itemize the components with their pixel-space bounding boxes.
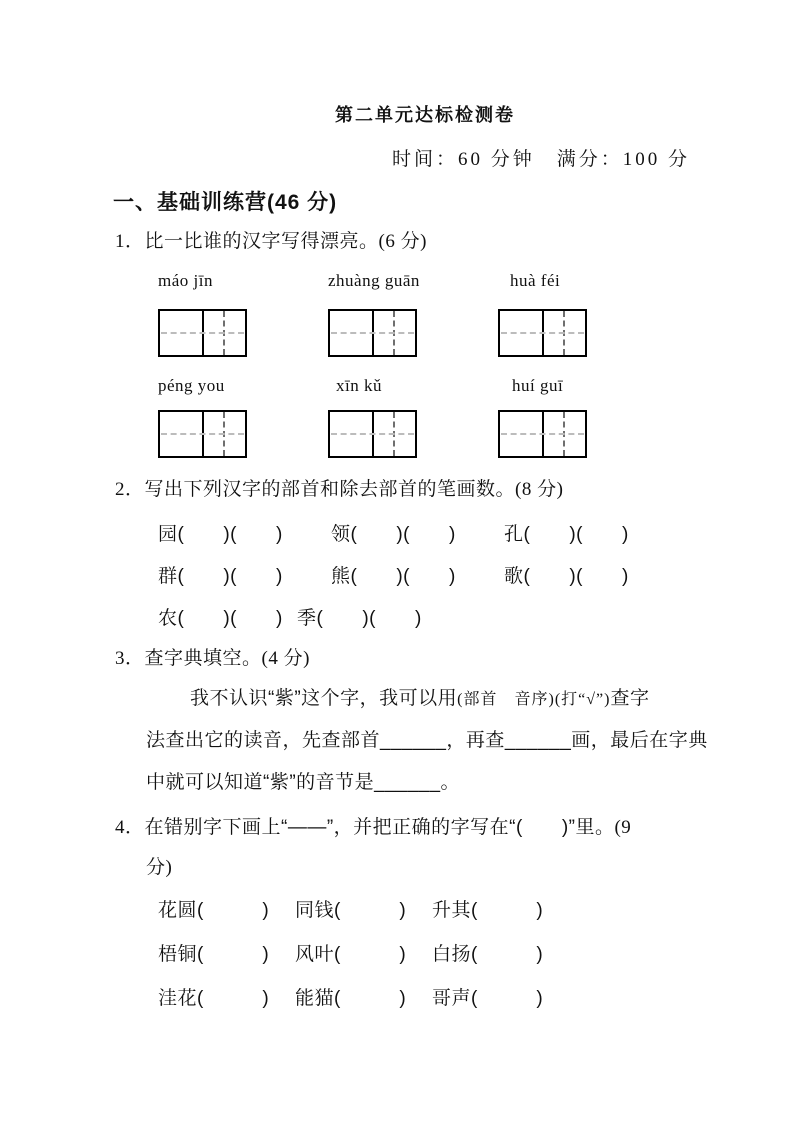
q3-paragraph-line-2: 法查出它的读音，先查部首______，再查______画，最后在字典 <box>146 730 708 751</box>
grid-cell-left <box>500 412 542 456</box>
question-1-score: (6 分) <box>378 231 427 252</box>
question-4-text: 在错别字下画上“——”，并把正确的字写在“( )”里。 <box>144 817 615 838</box>
q2-row-3 <box>158 606 422 632</box>
q4-row-2 <box>158 942 543 968</box>
question-2-number: 2． <box>115 479 145 500</box>
q2-item: 孔( )( ) <box>504 524 629 545</box>
grid-cell-right <box>542 412 586 456</box>
question-3-title <box>115 646 310 672</box>
q3-text-segment: 我不认识“紫”这个字，我可以用 <box>190 688 458 709</box>
q3-choice-options: (部首 音序)(打“√”) <box>457 691 611 708</box>
question-1-number: 1． <box>115 231 145 252</box>
grid-cell-right <box>372 311 416 355</box>
question-4-title <box>115 815 631 841</box>
q4-item: 同钱( ) <box>295 900 407 921</box>
grid-cell-right <box>202 412 246 456</box>
grid-cell-left <box>160 311 202 355</box>
q4-item: 哥声( ) <box>432 988 544 1009</box>
q4-item: 能猫( ) <box>295 988 407 1009</box>
section-1-label: 一、基础训练营 <box>113 191 267 214</box>
q2-item: 熊( )( ) <box>331 566 456 587</box>
q4-item: 升其( ) <box>432 900 544 921</box>
pinyin-label: huí guī <box>512 376 564 395</box>
q4-item: 白扬( ) <box>432 944 544 965</box>
paper-title: 第二单元达标检测卷 <box>335 105 515 125</box>
question-3-number: 3． <box>115 648 145 669</box>
question-2-score: (8 分) <box>515 479 564 500</box>
q1-writing-grid-row-2 <box>158 410 587 458</box>
question-2-title <box>115 477 563 503</box>
grid-cell-right <box>372 412 416 456</box>
section-1-heading <box>113 186 337 216</box>
writing-grid-box <box>498 309 587 357</box>
q1-pinyin-row-1 <box>158 271 560 291</box>
q4-row-3 <box>158 986 543 1012</box>
q2-item: 群( )( ) <box>158 566 283 587</box>
grid-cell-right <box>202 311 246 355</box>
time-score-line: 时间：60 分钟 满分：100 分 <box>391 149 690 170</box>
q4-item: 洼花( ) <box>158 988 270 1009</box>
pinyin-label: huà féi <box>510 271 561 290</box>
q4-item: 花圆( ) <box>158 900 270 921</box>
pinyin-label: zhuàng guān <box>328 271 420 290</box>
pinyin-label: xīn kǔ <box>336 376 382 395</box>
q3-paragraph-line-3: 中就可以知道“紫”的音节是______。 <box>146 772 461 793</box>
question-2-text: 写出下列汉字的部首和除去部首的笔画数。 <box>144 479 516 500</box>
writing-grid-box <box>498 410 587 458</box>
writing-grid-box <box>328 410 417 458</box>
pinyin-label: máo jīn <box>158 271 213 290</box>
section-1-score: (46 分) <box>267 191 338 214</box>
q2-item: 农( )( ) <box>158 608 283 629</box>
question-1-title <box>115 229 427 255</box>
question-4-score-part1: (9 <box>614 817 632 838</box>
q3-text-segment: 查字 <box>610 688 650 709</box>
q2-item: 园( )( ) <box>158 524 283 545</box>
q1-pinyin-row-2 <box>158 376 563 396</box>
writing-grid-box <box>158 410 247 458</box>
writing-grid-box <box>158 309 247 357</box>
question-4-number: 4． <box>115 817 145 838</box>
question-4-score-part2: 分) <box>146 857 173 878</box>
q4-item: 风叶( ) <box>295 944 407 965</box>
grid-cell-left <box>330 412 372 456</box>
grid-cell-right <box>542 311 586 355</box>
q2-item: 季( )( ) <box>297 608 422 629</box>
q4-row-1 <box>158 898 543 924</box>
q3-paragraph-line-1 <box>146 686 649 713</box>
q2-item: 领( )( ) <box>331 524 456 545</box>
question-1-text: 比一比谁的汉字写得漂亮。 <box>144 231 379 252</box>
q1-writing-grid-row-1 <box>158 309 587 357</box>
grid-cell-left <box>330 311 372 355</box>
pinyin-label: péng you <box>158 376 225 395</box>
question-3-text: 查字典填空。 <box>144 648 262 669</box>
grid-cell-left <box>500 311 542 355</box>
q2-item: 歌( )( ) <box>504 566 629 587</box>
question-3-score: (4 分) <box>261 648 310 669</box>
q4-item: 梧铜( ) <box>158 944 270 965</box>
writing-grid-box <box>328 309 417 357</box>
grid-cell-left <box>160 412 202 456</box>
q2-row-1 <box>158 522 629 548</box>
q2-row-2 <box>158 564 629 590</box>
